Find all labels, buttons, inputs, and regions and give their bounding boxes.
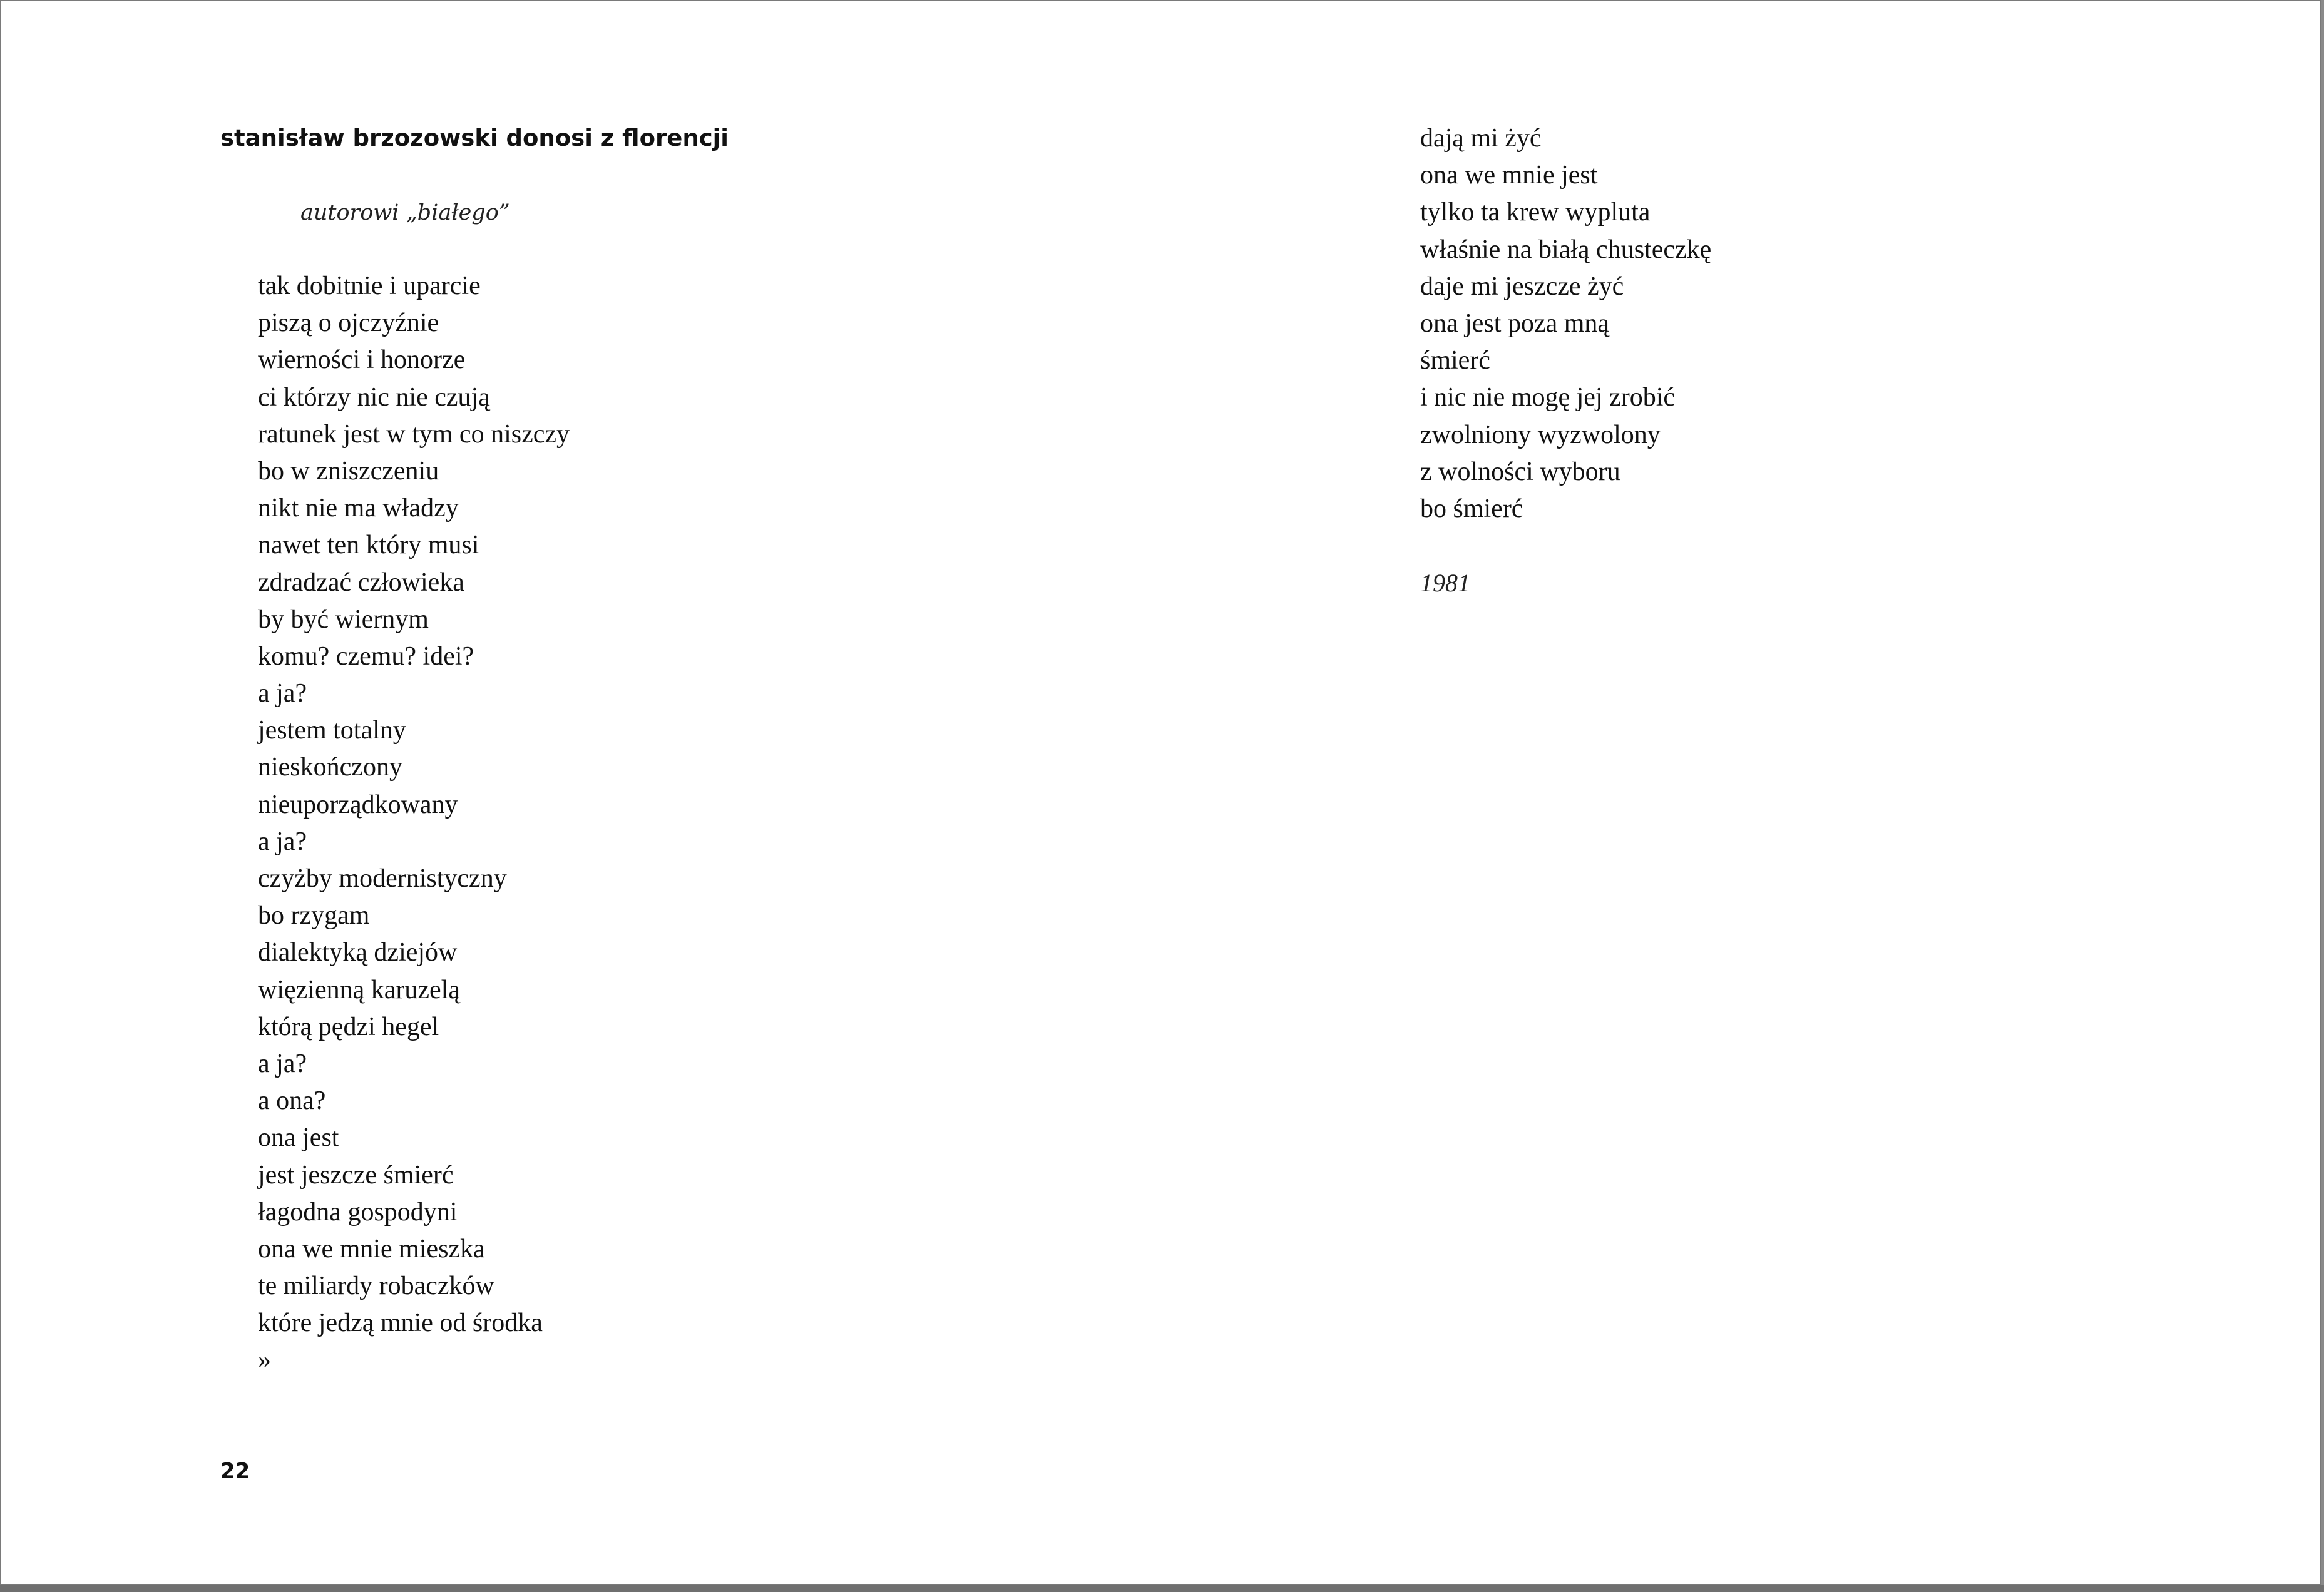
page-number: 22 bbox=[220, 1459, 250, 1484]
verse-line: a ona? bbox=[258, 1086, 326, 1116]
verse-line: z wolności wyboru bbox=[1420, 457, 1620, 486]
verse-line: ona jest bbox=[258, 1123, 339, 1153]
verse-line: bo rzygam bbox=[258, 901, 370, 931]
verse-line: ona jest poza mną bbox=[1420, 309, 1610, 338]
poem-dedication: autorowi „białego” bbox=[300, 200, 510, 225]
verse-line: nawet ten który musi bbox=[258, 531, 479, 560]
verse-line: » bbox=[258, 1345, 271, 1375]
verse-line: i nic nie mogę jej zrobić bbox=[1420, 383, 1676, 412]
verse-line: te miliardy robaczków bbox=[258, 1272, 494, 1301]
verse-line: tylko ta krew wypluta bbox=[1420, 198, 1651, 227]
verse-line: nieskończony bbox=[258, 753, 402, 782]
verse-line: nikt nie ma władzy bbox=[258, 494, 459, 523]
verse-line: a ja? bbox=[258, 827, 307, 856]
verse-line: komu? czemu? idei? bbox=[258, 641, 474, 671]
verse-line: dają mi żyć bbox=[1420, 124, 1542, 153]
verse-line: nieuporządkowany bbox=[258, 790, 458, 819]
verse-line: ci którzy nic nie czują bbox=[258, 382, 490, 412]
verse-line: by być wiernym bbox=[258, 605, 429, 634]
verse-line: ona we mnie mieszka bbox=[258, 1234, 485, 1263]
verse-line: którą pędzi hegel bbox=[258, 1012, 439, 1041]
verse-line: dialektyką dziejów bbox=[258, 938, 458, 967]
verse-line: ratunek jest w tym co niszczy bbox=[258, 419, 570, 449]
verse-line: właśnie na białą chusteczkę bbox=[1420, 235, 1712, 264]
verse-line: wierności i honorze bbox=[258, 345, 466, 375]
verse-line: daje mi jeszcze żyć bbox=[1420, 272, 1624, 301]
window-bottom-edge bbox=[0, 1585, 2324, 1592]
verse-line: czyżby modernistyczny bbox=[258, 864, 507, 893]
poem-title: stanisław brzozowski donosi z florencji bbox=[220, 125, 729, 151]
verse-line: więzienną karuzelą bbox=[258, 975, 460, 1004]
verse-line: śmierć bbox=[1420, 346, 1490, 375]
verse-line: łagodna gospodyni bbox=[258, 1197, 458, 1227]
verse-line: tak dobitnie i uparcie bbox=[258, 272, 481, 300]
poem-date: 1981 bbox=[1420, 569, 1470, 597]
verse-line: piszą o ojczyźnie bbox=[258, 309, 439, 338]
verse-line: ona we mnie jest bbox=[1420, 161, 1598, 190]
verse-line: zwolniony wyzwolony bbox=[1420, 420, 1661, 449]
left-page-verse bbox=[258, 268, 570, 1379]
verse-line: jest jeszcze śmierć bbox=[258, 1160, 454, 1190]
verse-line: jestem totalny bbox=[258, 716, 406, 745]
verse-line: a ja? bbox=[258, 679, 307, 708]
verse-line: które jedzą mnie od środka bbox=[258, 1309, 543, 1338]
verse-line: a ja? bbox=[258, 1049, 307, 1078]
right-page-verse bbox=[1420, 120, 1711, 528]
verse-line: zdradzać człowieka bbox=[258, 568, 464, 597]
verse-line: bo w zniszczeniu bbox=[258, 456, 439, 486]
verse-line: bo śmierć bbox=[1420, 494, 1523, 523]
